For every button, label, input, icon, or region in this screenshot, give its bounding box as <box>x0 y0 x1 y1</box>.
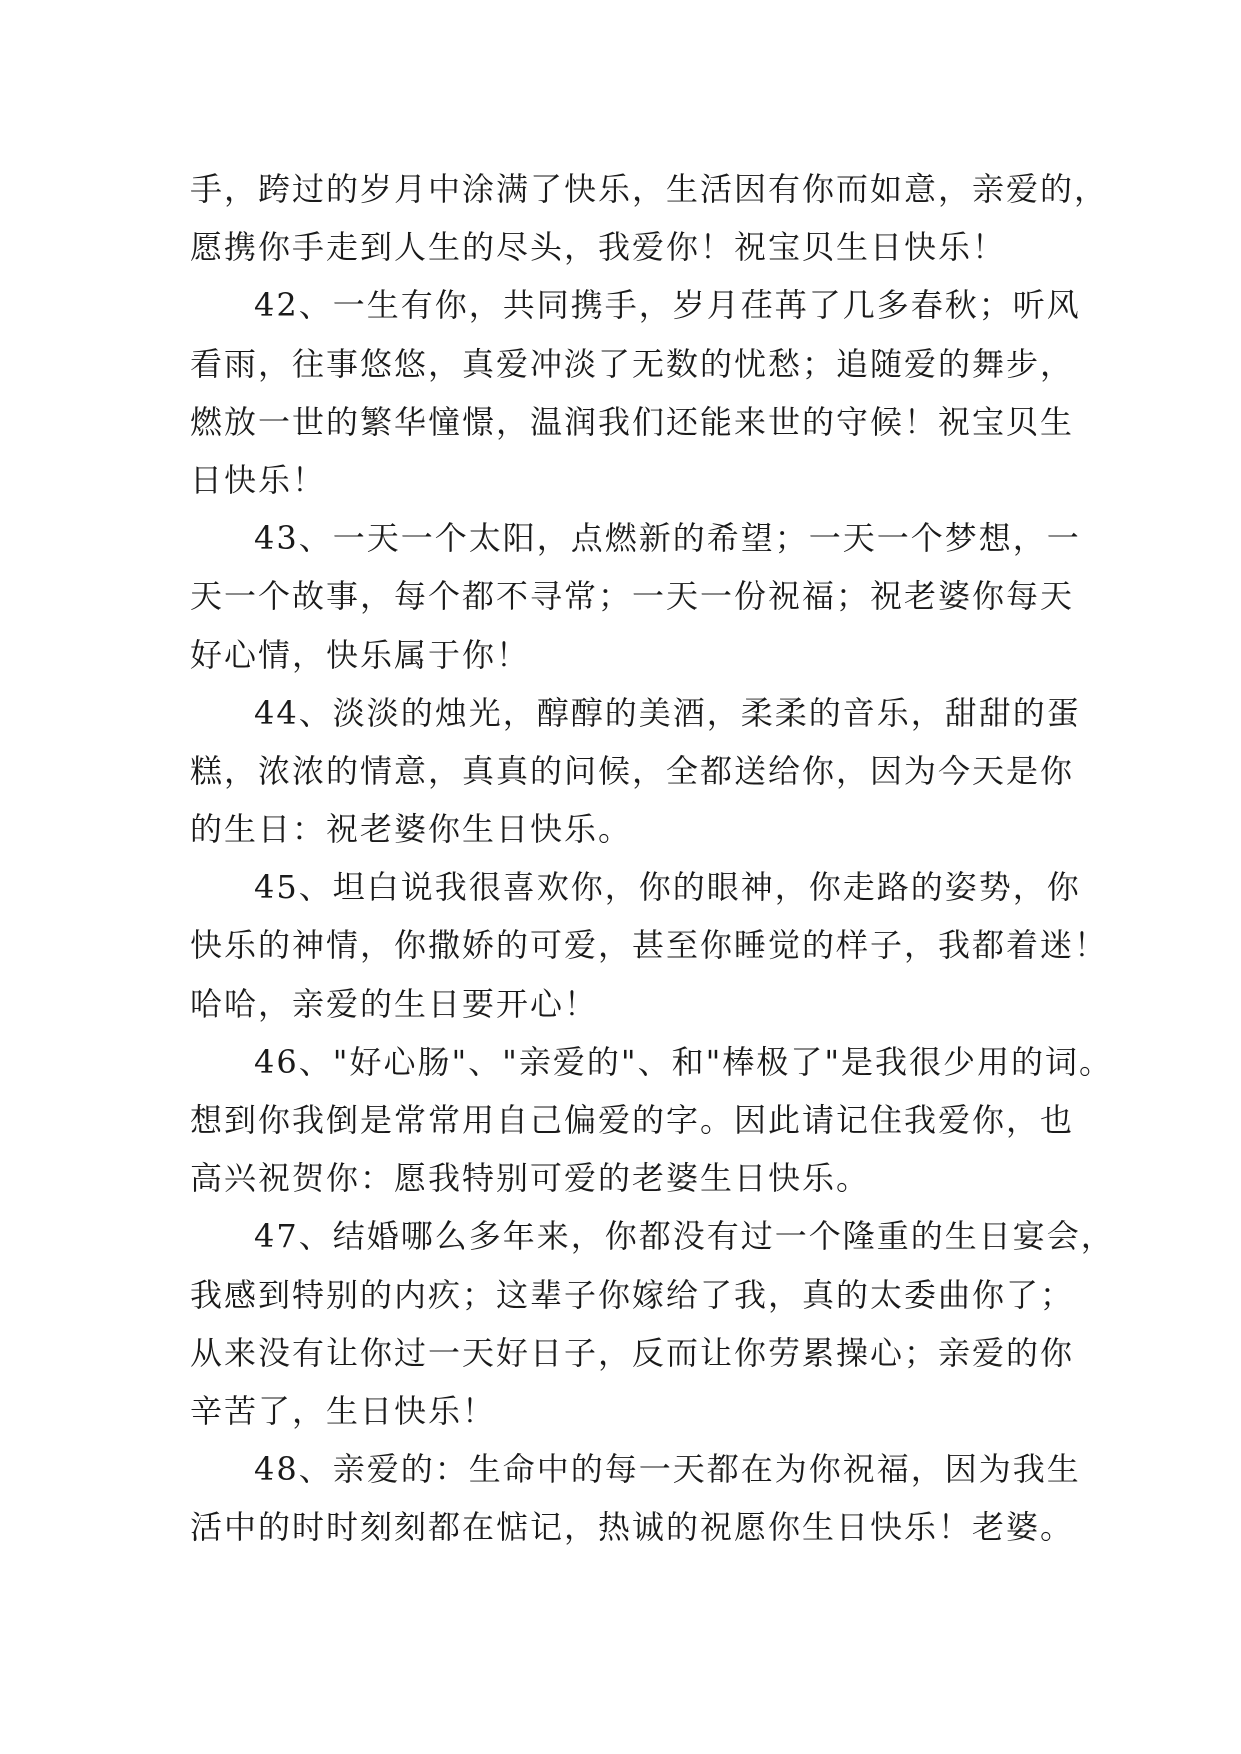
document-body <box>190 160 1115 1557</box>
paragraph-start-line: 43、一天一个太阳，点燃新的希望；一天一个梦想，一 <box>254 519 1081 558</box>
paragraph-start-line: 45、坦白说我很喜欢你，你的眼神，你走路的姿势，你 <box>254 868 1081 907</box>
text-line: 看雨，往事悠悠，真爱冲淡了无数的忧愁；追随爱的舞步， <box>190 344 1075 383</box>
text-line: 好心情，快乐属于你！ <box>190 635 531 674</box>
text-line: 日快乐！ <box>190 460 327 499</box>
text-line: 我感到特别的内疚；这辈子你嫁给了我，真的太委曲你了； <box>190 1275 1075 1314</box>
text-line: 糕，浓浓的情意，真真的问候，全都送给你，因为今天是你 <box>190 751 1075 790</box>
text-line: 快乐的神情，你撒娇的可爱，甚至你睡觉的样子，我都着迷！ <box>190 926 1109 965</box>
text-line: 哈哈，亲爱的生日要开心！ <box>190 984 599 1023</box>
text-line: 燃放一世的繁华憧憬，温润我们还能来世的守候！祝宝贝生 <box>190 402 1075 441</box>
text-line: 从来没有让你过一天好日子，反而让你劳累操心；亲爱的你 <box>190 1333 1075 1372</box>
text-line: 高兴祝贺你：愿我特别可爱的老婆生日快乐。 <box>190 1159 871 1198</box>
text-line: 手，跨过的岁月中涂满了快乐，生活因有你而如意，亲爱的， <box>190 170 1109 208</box>
text-line: 天一个故事，每个都不寻常；一天一份祝福；祝老婆你每天 <box>190 577 1075 616</box>
text-line: 想到你我倒是常常用自己偏爱的字。因此请记住我爱你，也 <box>190 1101 1075 1139</box>
text-line: 的生日：祝老婆你生日快乐。 <box>190 810 633 849</box>
paragraph-start-line: 44、淡淡的烛光，醇醇的美酒，柔柔的音乐，甜甜的蛋 <box>254 693 1081 732</box>
paragraph-start-line: 46、"好心肠"、"亲爱的"、和"棒极了"是我很少用的词。 <box>254 1042 1114 1081</box>
paragraph-start-line: 48、亲爱的：生命中的每一天都在为你祝福，因为我生 <box>254 1450 1081 1489</box>
text-line: 活中的时时刻刻都在惦记，热诚的祝愿你生日快乐！老婆。 <box>190 1508 1075 1547</box>
paragraph-start-line: 47、结婚哪么多年来，你都没有过一个隆重的生日宴会， <box>254 1217 1115 1256</box>
text-line: 辛苦了，生日快乐！ <box>190 1391 497 1430</box>
paragraph-start-line: 42、一生有你，共同携手，岁月荏苒了几多春秋；听风 <box>254 286 1081 325</box>
text-line: 愿携你手走到人生的尽头，我爱你！祝宝贝生日快乐！ <box>190 228 1007 267</box>
